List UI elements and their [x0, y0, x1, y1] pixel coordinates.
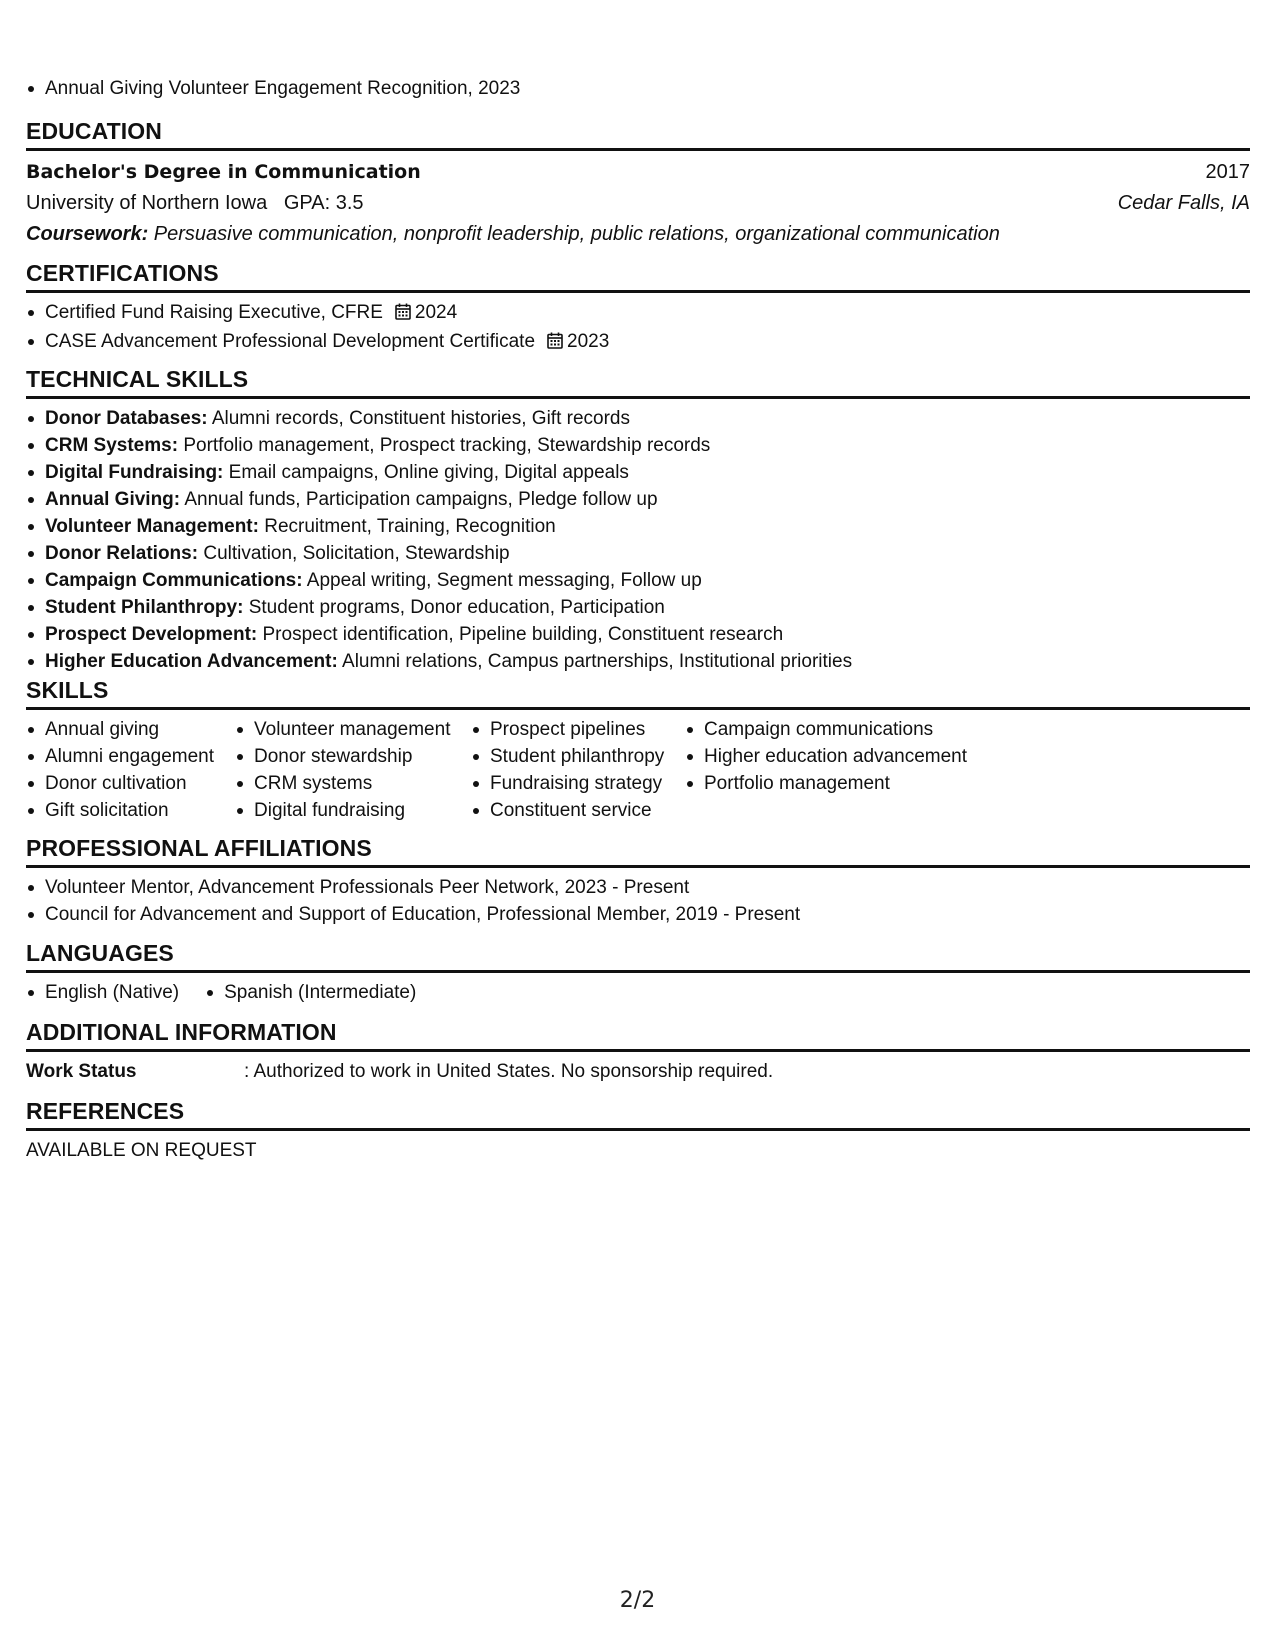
certification-year: 2023 — [567, 331, 610, 352]
list-item: Digital fundraising — [235, 797, 471, 824]
list-item — [26, 459, 1250, 486]
list-item: Donor stewardship — [235, 743, 471, 770]
list-item: Prospect pipelines — [471, 716, 685, 743]
skill-category: Digital Fundraising: — [45, 462, 224, 483]
education-school-row — [26, 188, 1250, 219]
certification-name: CASE Advancement Professional Development Certificate — [45, 331, 536, 352]
languages-list — [26, 979, 1250, 1006]
skills-column — [471, 716, 685, 824]
certification-year: 2024 — [414, 302, 458, 323]
skill-values: Prospect identification, Pipeline building, Constituent research — [257, 624, 784, 645]
list-item — [26, 328, 1250, 357]
work-status-value: : Authorized to work in United States. No sponsorship required. — [244, 1061, 774, 1082]
skill-category: Campaign Communications: — [45, 570, 303, 591]
list-item: Annual Giving Volunteer Engagement Recognition, 2023 — [26, 75, 1250, 102]
section-title-certifications: CERTIFICATIONS — [26, 259, 1250, 293]
calendar-icon — [547, 330, 563, 357]
skill-category: Student Philanthropy: — [45, 597, 244, 618]
work-status-label: Work Status — [26, 1061, 137, 1082]
list-item: Higher education advancement — [685, 743, 985, 770]
list-item — [26, 621, 1250, 648]
skills-column — [26, 716, 235, 824]
skills-columns — [26, 716, 1250, 824]
list-item — [26, 513, 1250, 540]
coursework — [26, 219, 1250, 250]
section-title-education: EDUCATION — [26, 117, 1250, 151]
skill-values: Alumni records, Constituent histories, Gift records — [207, 408, 630, 429]
skill-values: Cultivation, Solicitation, Stewardship — [198, 543, 510, 564]
skill-values: Student programs, Donor education, Participation — [243, 597, 665, 618]
section-title-technical-skills: TECHNICAL SKILLS — [26, 365, 1250, 399]
certifications-section — [26, 259, 1250, 357]
school-location: Cedar Falls, IA — [1117, 192, 1250, 214]
section-title-skills: SKILLS — [26, 676, 1250, 710]
additional-info-section — [26, 1018, 1250, 1086]
affiliations-section — [26, 834, 1250, 928]
skill-values: Portfolio management, Prospect tracking, Stewardship records — [178, 435, 711, 456]
skill-category: Annual Giving: — [45, 489, 181, 510]
list-item — [26, 648, 1250, 675]
list-item: Constituent service — [471, 797, 685, 824]
references-text: AVAILABLE ON REQUEST — [26, 1140, 257, 1161]
carryover-section — [26, 75, 1250, 102]
skill-values: Alumni relations, Campus partnerships, Institutional priorities — [337, 651, 853, 672]
skill-values: Appeal writing, Segment messaging, Follow up — [302, 570, 702, 591]
skill-category: Donor Relations: — [45, 543, 199, 564]
skill-values: Email campaigns, Online giving, Digital appeals — [223, 462, 629, 483]
section-title-languages: LANGUAGES — [26, 939, 1250, 973]
coursework-text: Persuasive communication, nonprofit leadership, public relations, organizational communication — [148, 223, 1000, 245]
section-title-references: REFERENCES — [26, 1097, 1250, 1131]
list-item — [26, 540, 1250, 567]
skills-section — [26, 676, 1250, 824]
skills-column — [235, 716, 471, 824]
skill-category: Prospect Development: — [45, 624, 258, 645]
certifications-list — [26, 299, 1250, 357]
skill-category: Volunteer Management: — [45, 516, 259, 537]
list-item: Donor cultivation — [26, 770, 235, 797]
list-item: Volunteer Mentor, Advancement Professionals Peer Network, 2023 - Present — [26, 874, 1250, 901]
skill-values: Recruitment, Training, Recognition — [258, 516, 556, 537]
list-item: CRM systems — [235, 770, 471, 797]
list-item: Volunteer management — [235, 716, 471, 743]
list-item — [26, 299, 1250, 328]
skill-category: CRM Systems: — [45, 435, 179, 456]
list-item: English (Native) — [26, 979, 179, 1006]
calendar-icon — [395, 301, 411, 328]
education-section — [26, 117, 1250, 250]
list-item: Council for Advancement and Support of Education, Professional Member, 2019 - Present — [26, 901, 1250, 928]
list-item — [26, 432, 1250, 459]
section-title-affiliations: PROFESSIONAL AFFILIATIONS — [26, 834, 1250, 868]
list-item — [26, 594, 1250, 621]
skill-values: Annual funds, Participation campaigns, Pledge follow up — [180, 489, 658, 510]
list-item: Annual giving — [26, 716, 235, 743]
list-item — [26, 486, 1250, 513]
degree-year: 2017 — [1205, 161, 1250, 183]
section-title-additional-info: ADDITIONAL INFORMATION — [26, 1018, 1250, 1052]
list-item: Campaign communications — [685, 716, 985, 743]
page-number: 2/2 — [619, 1588, 656, 1613]
school-name: University of Northern Iowa GPA: 3.5 — [26, 192, 364, 214]
education-degree-row — [26, 157, 1250, 188]
list-item: Spanish (Intermediate) — [205, 979, 416, 1006]
work-status-row — [26, 1058, 1250, 1086]
list-item: Student philanthropy — [471, 743, 685, 770]
certification-name: Certified Fund Raising Executive, CFRE — [45, 302, 383, 323]
carryover-list — [26, 75, 1250, 102]
languages-section — [26, 939, 1250, 1006]
list-item: Gift solicitation — [26, 797, 235, 824]
skill-category: Donor Databases: — [45, 408, 208, 429]
references-section — [26, 1097, 1250, 1165]
technical-skills-list — [26, 405, 1250, 675]
degree-name: Bachelor's Degree in Communication — [26, 161, 421, 183]
coursework-label: Coursework: — [26, 223, 149, 245]
list-item: Portfolio management — [685, 770, 985, 797]
technical-skills-section — [26, 365, 1250, 675]
list-item: Fundraising strategy — [471, 770, 685, 797]
affiliations-list — [26, 874, 1250, 928]
skills-column — [685, 716, 985, 824]
list-item — [26, 405, 1250, 432]
list-item: Alumni engagement — [26, 743, 235, 770]
skill-category: Higher Education Advancement: — [45, 651, 338, 672]
list-item — [26, 567, 1250, 594]
resume-page — [26, 0, 1250, 1650]
